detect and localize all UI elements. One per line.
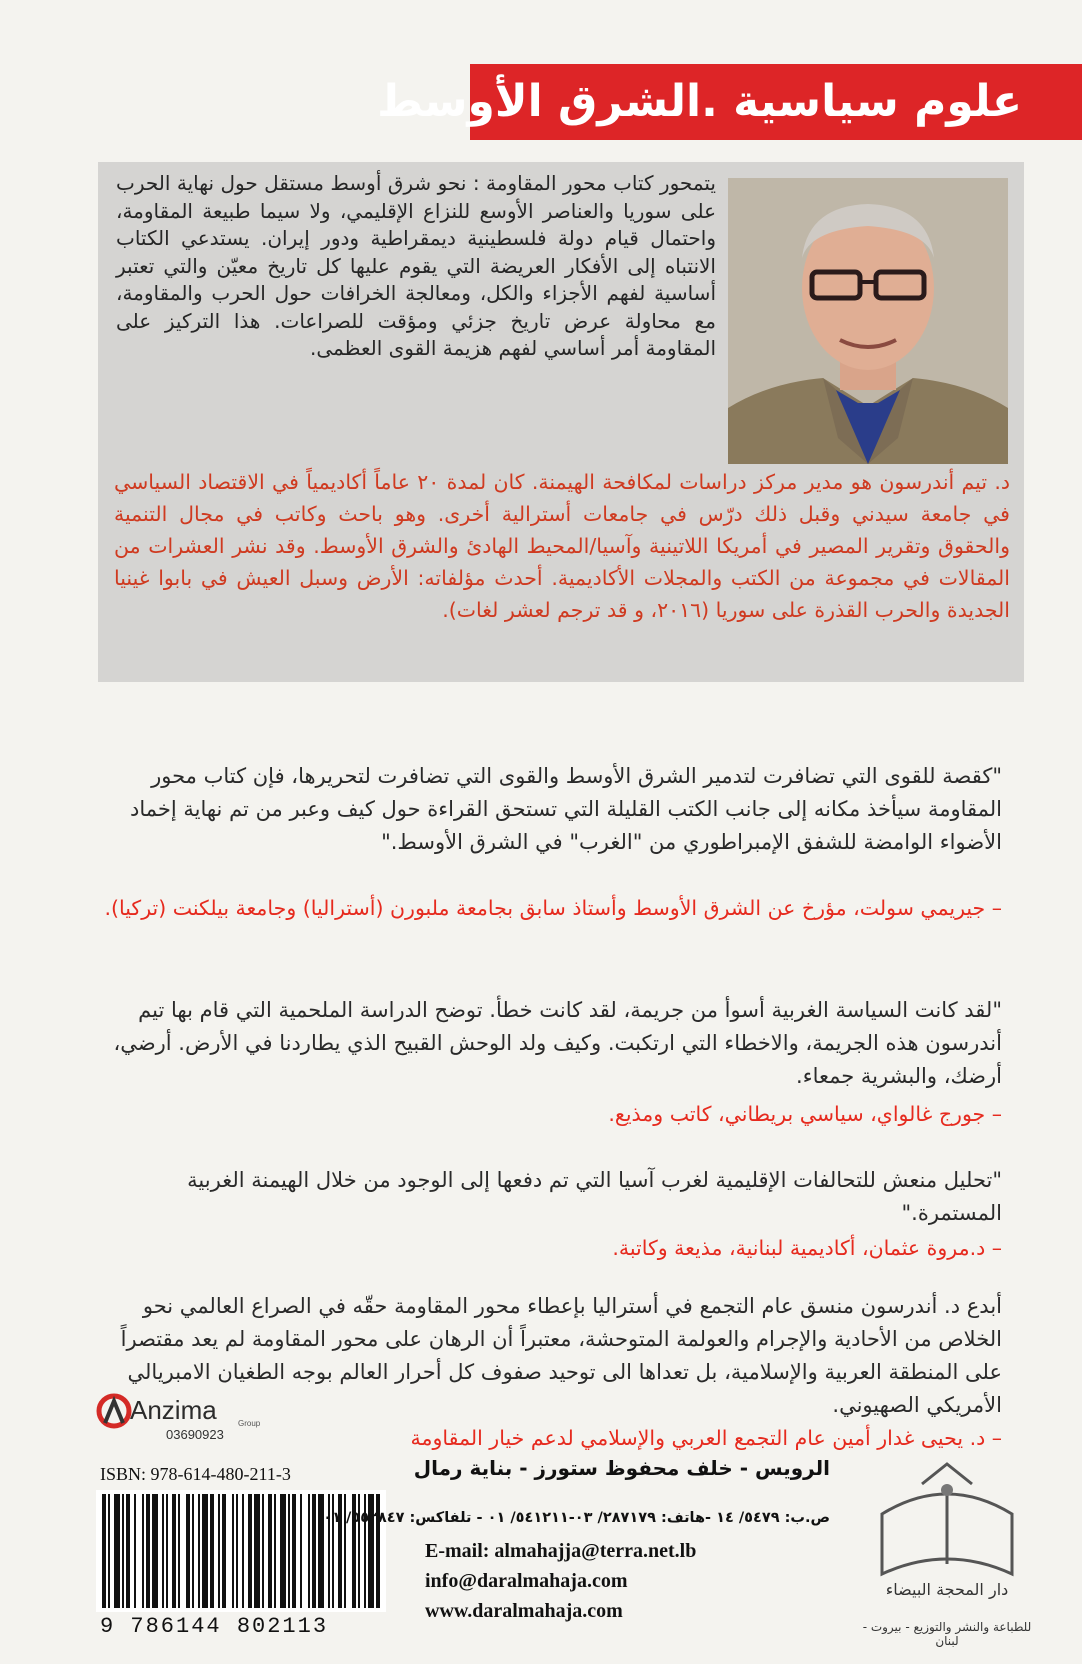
publisher-tagline: للطباعة والنشر والتوزيع - بيروت - لبنان (862, 1620, 1032, 1648)
endorsement-quote: "كقصة للقوى التي تضافرت لتدمير الشرق الأوسط والقوى التي تضافرت لتحريرها، فإن كتاب محور المقاومة سيأخذ مكانه إلى جانب الكتب القليلة التي تستحق القراءة حول كيف وعبر من تم نهاية إخماد الأضواء الوامضة للشفق الإمبراطوري من "الغرب" في الشرق الأوسط." (129, 764, 1002, 854)
endorsement-quote: أبدع د. أندرسون منسق عام التجمع في أستراليا بإعطاء محور المقاومة حقّه في الصراع العالمي نحو الخلاص من الأحادية والإجرام والعولمة المتوحشة، معتبراً أن الرهان على محور المقاومة لم يعد مقتصراً على المنطقة العربية والإسلامية، بل تعداها الى توحيد صفوف كل أحرار العالم بوجه الطغيان الامبريالي الأمريكي الصهيوني. (120, 1294, 1002, 1417)
barcode-bar (308, 1494, 310, 1608)
endorsement-attribution: – د.مروة عثمان، أكاديمية لبنانية، مذيعة وكاتبة. (612, 1236, 1002, 1260)
barcode-bar (122, 1494, 124, 1608)
series-title: علوم سياسية .الشرق الأوسط (377, 76, 1022, 127)
barcode-bar (134, 1494, 136, 1608)
publisher-logo-name: دار المحجة البيضاء (885, 1580, 1009, 1599)
endorsement-attribution: – د. يحيى غدار أمين عام التجمع العربي والإسلامي لدعم خيار المقاومة (410, 1426, 1002, 1450)
distributor-code: 03690923 (166, 1427, 224, 1442)
endorsement-quote: "تحليل منعش للتحالفات الإقليمية لغرب آسيا التي تم دفعها إلى الوجود من خلال الهيمنة الغربية المستمرة." (187, 1168, 1002, 1225)
barcode-bar (218, 1494, 220, 1608)
barcode-bar (126, 1494, 130, 1608)
endorsement-quote: "لقد كانت السياسة الغربية أسوأ من جريمة، لقد كانت خطأ. توضح الدراسة الملحمية التي قام بها تيم أندرسون هذه الجريمة، والاخطاء التي ارتكبت. وكيف ولد الوحش القبيح الذي يطاردنا في الأرض. أرضي، أرضك، والبشرية جمعاء. (113, 998, 1002, 1088)
publisher-address: الرويس - خلف محفوظ ستورز - بناية رمال (413, 1456, 830, 1480)
publisher-email-info: info@daralmahaja.com (425, 1570, 628, 1592)
barcode-bar (262, 1494, 264, 1608)
barcode-bars (96, 1490, 386, 1612)
barcode-bar (178, 1494, 180, 1608)
publisher-logo (862, 1454, 1032, 1620)
barcode-bar (166, 1494, 168, 1608)
barcode (96, 1490, 386, 1612)
barcode-bar (248, 1494, 252, 1608)
publisher-website: www.daralmahaja.com (425, 1600, 623, 1622)
barcode-bar (242, 1494, 244, 1608)
barcode-bar (162, 1494, 164, 1608)
author-photo (728, 178, 1008, 464)
barcode-bar (274, 1494, 276, 1608)
publisher-email: E-mail: almahajja@terra.net.lb (425, 1540, 697, 1562)
barcode-bar (186, 1494, 190, 1608)
barcode-digits: 9 786144 802113 (100, 1614, 329, 1639)
barcode-bar (146, 1494, 150, 1608)
barcode-bar (102, 1494, 106, 1608)
isbn: ISBN: 978-614-480-211-3 (100, 1464, 291, 1484)
barcode-bar (300, 1494, 302, 1608)
barcode-bar (236, 1494, 238, 1608)
endorsement-attribution: – جيريمي سولت، مؤرخ عن الشرق الأوسط وأستاذ سابق بجامعة ملبورن (أستراليا) وجامعة بيلكنت (تركيا). (104, 896, 1002, 920)
barcode-bar (108, 1494, 110, 1608)
barcode-bar (280, 1494, 286, 1608)
barcode-bar (222, 1494, 226, 1608)
barcode-bar (192, 1494, 194, 1608)
distributor-logo (96, 1393, 262, 1453)
author-bio: د. تيم أندرسون هو مدير مركز دراسات لمكافحة الهيمنة. كان لمدة ٢٠ عاماً أكاديمياً في الاقتصاد السياسي في جامعة سيدني وقبل ذلك درّس في جامعات أسترالية أخرى. وهو باحث وكاتب في مجال التنمية والحقوق وتقرير المصير في أمريكا اللاتينية وآسيا/المحيط الهادئ والشرق الأوسط. وقد نشر العشرات من المقالات في مجموعة من الكتب والمجلات الأكاديمية. أحدث مؤلفاته: الأرض وسبل العيش في بابوا غينيا الجديدة والحرب القذرة على سوريا (٢٠١٦، و قد ترجم لعشر لغات). (114, 470, 1010, 622)
barcode-bar (152, 1494, 158, 1608)
barcode-bar (114, 1494, 120, 1608)
publisher-phones: ص.ب: ٥٤٧٩/ ١٤ -هاتف: ٢٨٧١٧٩/ ٠٣-٥٤١٢١١/ ٠١ - تلفاكس: ٥٥٢٨٤٧/ ٠١ (323, 1510, 830, 1526)
synopsis-text: يتمحور كتاب محور المقاومة : نحو شرق أوسط مستقل حول نهاية الحرب على سوريا والعناصر الأوسع للنزاع الإقليمي، ولا سيما طبيعة المقاومة، واحتمال قيام دولة فلسطينية ديمقراطية ودور إيران. يستدعي الكتاب الانتباه إلى الأفكار العريضة التي يقوم عليها كل تاريخ معيّن والتي تعتبر أساسية لفهم الأجزاء والكل، ومعالجة الخرافات حول الحرب والمقاومة، مع محاولة عرض تاريخ جزئي ومؤقت للصراعات. هذا التركيز على المقاومة أمر أساسي لفهم هزيمة القوى العظمى. (116, 171, 716, 360)
barcode-bar (142, 1494, 144, 1608)
barcode-bar (292, 1494, 296, 1608)
distributor-name: Anzima (130, 1395, 217, 1425)
endorsement-attribution: – جورج غالواي، سياسي بريطاني، كاتب ومذيع. (608, 1102, 1002, 1126)
barcode-bar (268, 1494, 272, 1608)
barcode-bar (210, 1494, 214, 1608)
barcode-bar (202, 1494, 208, 1608)
distributor-group: Group (238, 1419, 261, 1428)
barcode-bar (312, 1494, 316, 1608)
barcode-bar (172, 1494, 176, 1608)
barcode-bar (254, 1494, 260, 1608)
anzima-icon (96, 1393, 132, 1433)
barcode-bar (198, 1494, 200, 1608)
barcode-bar (288, 1494, 290, 1608)
series-banner (377, 64, 1082, 140)
barcode-bar (232, 1494, 234, 1608)
